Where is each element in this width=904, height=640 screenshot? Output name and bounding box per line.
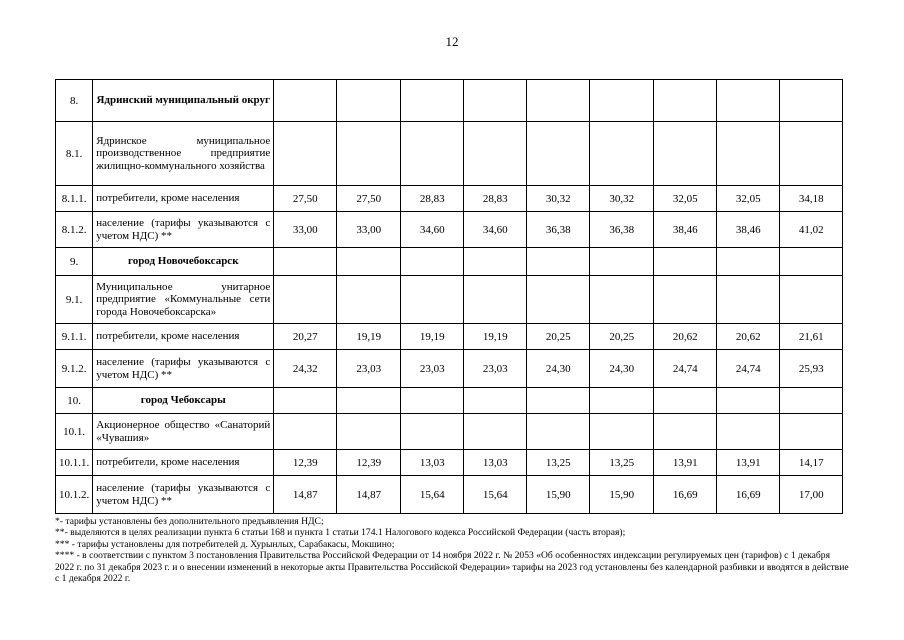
tariff-cell: 38,46 [654,212,717,248]
tariff-cell: 34,18 [780,186,843,212]
table-body [56,80,843,514]
table-row [56,324,843,350]
tariff-cell [337,80,401,122]
tariff-cell: 19,19 [401,324,464,350]
tariff-cell: 27,50 [337,186,401,212]
tariff-cell [654,80,717,122]
table-row [56,186,843,212]
row-number: 9. [56,248,93,276]
tariff-cell: 13,03 [464,450,527,476]
table-row [56,276,843,324]
tariff-cell: 24,74 [717,350,780,388]
row-number: 10.1. [56,414,93,450]
tariff-cell: 30,32 [590,186,654,212]
tariff-cell [654,388,717,414]
tariff-cell [654,248,717,276]
tariff-cell [780,276,843,324]
tariff-cell: 20,62 [654,324,717,350]
tariff-cell: 28,83 [464,186,527,212]
row-name: город Новочебоксарск [93,248,274,276]
tariff-cell [717,388,780,414]
tariff-cell: 20,27 [274,324,337,350]
tariff-cell: 27,50 [274,186,337,212]
table-row [56,248,843,276]
table-row [56,450,843,476]
tariff-cell [401,80,464,122]
tariff-cell: 24,32 [274,350,337,388]
tariff-cell [527,122,590,186]
tariff-cell: 13,03 [401,450,464,476]
row-number: 8.1. [56,122,93,186]
tariff-cell: 12,39 [337,450,401,476]
row-name: Акционерное общество «Санаторий «Чувашия» [93,414,274,450]
row-name: потребители, кроме населения [93,450,274,476]
tariff-cell [401,122,464,186]
tariff-cell: 32,05 [654,186,717,212]
tariff-cell [590,80,654,122]
tariff-cell: 24,30 [590,350,654,388]
tariff-cell: 33,00 [337,212,401,248]
tariff-cell: 33,00 [274,212,337,248]
tariff-cell [654,122,717,186]
tariff-cell [780,388,843,414]
table-row [56,388,843,414]
tariff-cell [337,248,401,276]
tariff-cell: 20,25 [527,324,590,350]
tariff-cell [274,80,337,122]
tariff-cell [337,388,401,414]
tariff-cell [717,414,780,450]
row-number: 8. [56,80,93,122]
tariff-cell [780,248,843,276]
page-number: 12 [445,34,459,49]
tariff-cell [780,122,843,186]
tariff-cell: 23,03 [401,350,464,388]
tariff-cell: 19,19 [464,324,527,350]
tariff-cell [527,388,590,414]
tariff-cell: 13,25 [527,450,590,476]
footnote: *** - тарифы установлены для потребителей д. Хурынлых, Сарабакасы, Мокшино; [55,538,395,550]
row-name: потребители, кроме населения [93,324,274,350]
tariff-cell: 15,90 [527,476,590,514]
footnote: **** - в соответствии с пунктом 3 постановления Правительства Российской Федерации от 14 ноября 2022 г. № 2053 «Об особенностях индексации регулируемых цен (тарифов) с 1 декабря 2022 г. по 31 декабря 2023 г. и о внесении изменений в некоторые акты Правительства Российской Федерации» тарифы на 2023 год установлены без календарной разбивки и вводятся в действие с 1 декабря 2022 г. [55,550,849,585]
tariff-cell: 16,69 [654,476,717,514]
tariff-cell [527,248,590,276]
tariff-cell [464,248,527,276]
row-number: 8.1.2. [56,212,93,248]
tariff-cell [464,414,527,450]
tariff-cell: 15,64 [401,476,464,514]
row-name: Муниципальное унитарное предприятие «Коммунальные сети города Новочебоксарска» [93,276,274,324]
table-row [56,80,843,122]
tariff-cell [464,388,527,414]
tariff-cell [337,122,401,186]
tariff-cell [401,248,464,276]
tariff-table [55,79,843,514]
row-name: население (тарифы указываются с учетом НДС) ** [93,350,274,388]
tariff-cell: 13,91 [717,450,780,476]
tariff-cell: 15,64 [464,476,527,514]
row-number: 8.1.1. [56,186,93,212]
row-name: город Чебоксары [93,388,274,414]
row-name: Ядринский муниципальный округ [93,80,274,122]
footnote: *- тарифы установлены без дополнительного предъявления НДС; [55,516,324,527]
tariff-cell: 34,60 [464,212,527,248]
row-name: потребители, кроме населения [93,186,274,212]
tariff-cell [527,276,590,324]
tariff-cell: 20,62 [717,324,780,350]
tariff-cell: 12,39 [274,450,337,476]
tariff-cell: 16,69 [717,476,780,514]
tariff-cell [527,80,590,122]
tariff-cell: 20,25 [590,324,654,350]
tariff-cell: 36,38 [527,212,590,248]
table-row [56,350,843,388]
row-number: 10.1.2. [56,476,93,514]
tariff-cell: 13,91 [654,450,717,476]
tariff-cell [464,122,527,186]
tariff-cell [590,122,654,186]
tariff-cell [590,388,654,414]
tariff-cell [401,388,464,414]
tariff-cell [401,414,464,450]
tariff-cell [464,80,527,122]
row-number: 9.1.2. [56,350,93,388]
tariff-cell: 14,17 [780,450,843,476]
tariff-cell [401,276,464,324]
tariff-cell: 32,05 [717,186,780,212]
tariff-cell [590,276,654,324]
tariff-cell [274,122,337,186]
row-number: 9.1. [56,276,93,324]
tariff-cell [337,414,401,450]
tariff-cell [274,276,337,324]
tariff-cell [274,414,337,450]
tariff-cell: 13,25 [590,450,654,476]
tariff-cell [274,388,337,414]
tariff-cell: 41,02 [780,212,843,248]
tariff-cell [717,80,780,122]
tariff-cell: 24,74 [654,350,717,388]
tariff-cell: 17,00 [780,476,843,514]
tariff-cell [527,414,590,450]
tariff-cell [274,248,337,276]
tariff-cell: 24,30 [527,350,590,388]
tariff-cell: 14,87 [274,476,337,514]
tariff-cell: 23,03 [464,350,527,388]
tariff-cell [717,276,780,324]
tariff-cell: 19,19 [337,324,401,350]
tariff-cell [654,276,717,324]
row-number: 9.1.1. [56,324,93,350]
tariff-cell: 25,93 [780,350,843,388]
table-row [56,212,843,248]
footnotes [55,516,850,584]
tariff-cell: 38,46 [717,212,780,248]
row-name: население (тарифы указываются с учетом НДС) ** [93,212,274,248]
tariff-cell [590,248,654,276]
tariff-cell: 14,87 [337,476,401,514]
table-row [56,414,843,450]
tariff-cell [717,122,780,186]
table-row [56,476,843,514]
tariff-cell [717,248,780,276]
footnote: **- выделяются в целях реализации пункта 6 статьи 168 и пункта 1 статьи 174.1 Налогового кодекса Российской Федерации (часть вторая); [55,527,626,539]
row-name: население (тарифы указываются с учетом НДС) ** [93,476,274,514]
table-row [56,122,843,186]
tariff-cell: 15,90 [590,476,654,514]
tariff-cell: 28,83 [401,186,464,212]
tariff-cell [590,414,654,450]
row-name: Ядринское муниципальное производственное предприятие жилищно-коммунального хозяйства [93,122,274,186]
tariff-cell [654,414,717,450]
tariff-cell [780,80,843,122]
tariff-cell [780,414,843,450]
tariff-cell: 30,32 [527,186,590,212]
tariff-cell [337,276,401,324]
row-number: 10. [56,388,93,414]
tariff-cell: 23,03 [337,350,401,388]
row-number: 10.1.1. [56,450,93,476]
tariff-cell: 36,38 [590,212,654,248]
tariff-cell: 21,61 [780,324,843,350]
tariff-cell: 34,60 [401,212,464,248]
tariff-cell [464,276,527,324]
